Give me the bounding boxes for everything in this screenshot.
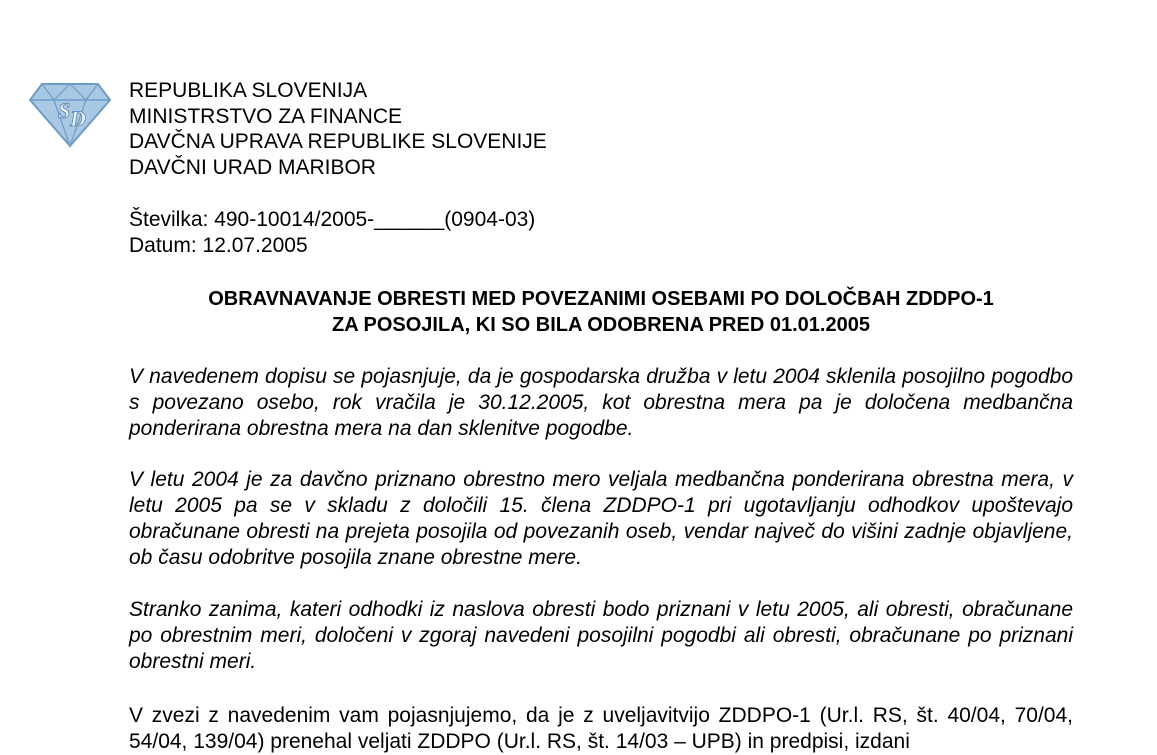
paragraph-answer: V zvezi z navedenim vam pojasnjujemo, da je z uveljavitvijo ZDDPO-1 (Ur.l. RS, št. 40/04, 70/04, 54/04, 139/04) prenehal veljati ZDDPO (Ur.l. RS, št. 14/03 – UPB) in predpisi, izdani (129, 704, 1073, 753)
document-header (129, 78, 547, 180)
header-line-republic: REPUBLIKA SLOVENIJA (129, 79, 368, 102)
document-title (129, 287, 1073, 338)
document-meta (129, 207, 535, 259)
title-line-2: ZA POSOJILA, KI SO BILA ODOBRENA PRED 01.01.2005 (332, 313, 870, 336)
svg-text:D: D (70, 106, 86, 131)
svg-text:S: S (58, 98, 71, 123)
paragraph-client-question: Stranko zanima, kateri odhodki iz naslova obresti bodo priznani v letu 2005, ali obresti, obračunane po obrestnim meri, določeni v zgoraj navedeni posojilni pogodbi ali obresti, obračunane po priznani obrestni meri. (129, 598, 1073, 673)
header-line-ministry: MINISTRSTVO ZA FINANCE (129, 104, 403, 128)
header-line-tax-administration: DAVČNA UPRAVA REPUBLIKE SLOVENIJE (129, 130, 547, 153)
document-date: Datum: 12.07.2005 (129, 234, 308, 257)
paragraph-inquiry-description: V navedenem dopisu se pojasnjuje, da je gospodarska družba v letu 2004 sklenila posojilno pogodbo s povezano osebo, rok vračila je 30.12.2005, kot obrestna mera pa je določena medbančna ponderirana obrestna mera na dan sklenitve pogodbe. (129, 365, 1073, 440)
paragraph-interest-rate-context: V letu 2004 je za davčno priznano obrestno mero veljala medbančna ponderirana obrestna mera, v letu 2005 pa se v skladu z določili 15. člena ZDDPO-1 pri ugotavljanju odhodkov upoštevajo obračunane obresti na prejeta posojila od povezanih oseb, vendar največ do višini zadnje objavljene, ob času odobritve posojila znane obrestne mere. (129, 468, 1073, 569)
title-line-1: OBRAVNAVANJE OBRESTI MED POVEZANIMI OSEBAMI PO DOLOČBAH ZDDPO-1 (208, 288, 994, 310)
tax-administration-logo-icon (28, 78, 112, 150)
header-line-tax-office: DAVČNI URAD MARIBOR (129, 155, 376, 179)
document-number: Številka: 490-10014/2005-______(0904-03) (129, 208, 536, 231)
